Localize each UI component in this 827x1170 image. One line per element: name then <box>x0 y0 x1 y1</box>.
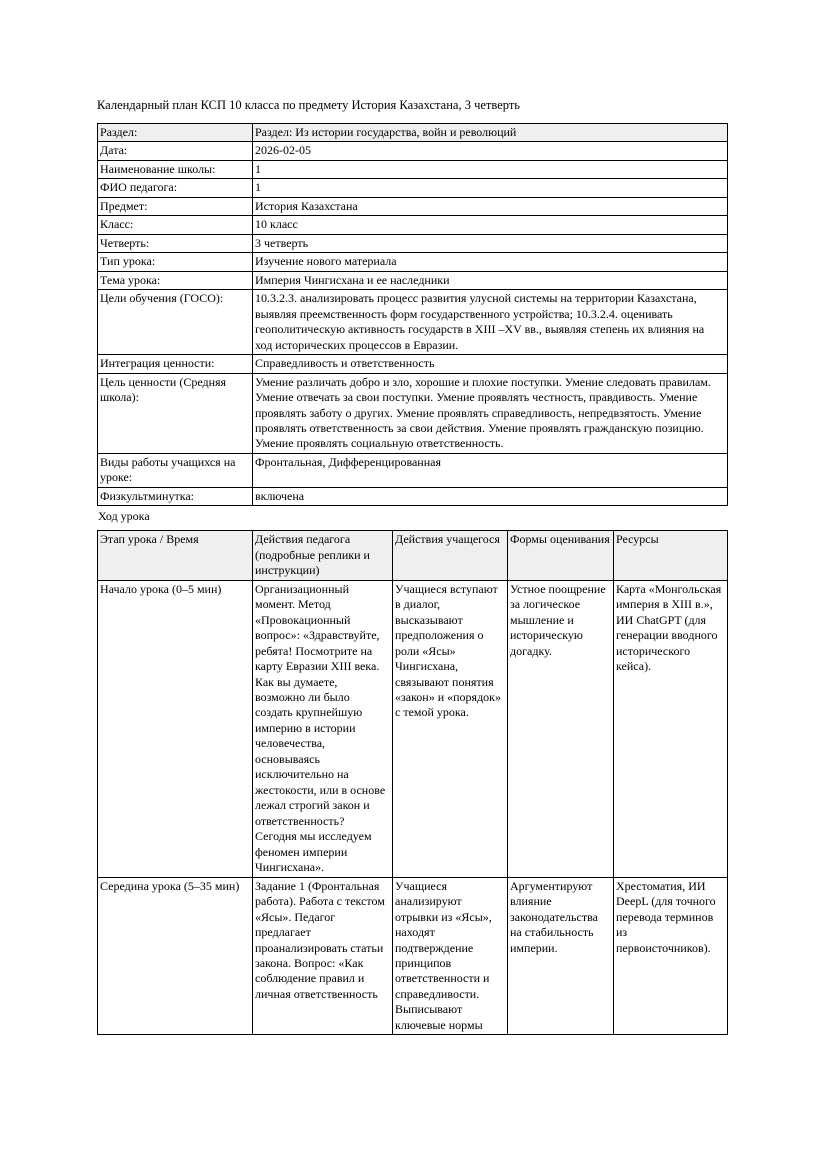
column-header-stage: Этап урока / Время <box>98 531 253 580</box>
lesson-row-middle <box>98 877 728 1035</box>
info-label: Четверть: <box>98 234 253 252</box>
lesson-flow-table <box>97 530 728 1035</box>
info-row-razdel <box>98 124 728 142</box>
info-value: 10 класс <box>253 216 728 234</box>
info-value: Умение различать добро и зло, хорошие и плохие поступки. Умение следовать правилам. Умение отвечать за свои поступки. Умение проявлять честность, правдивость. Умение проявлять заботу о других. Умение проявлять справедливость, непредвзятость. Умение проявлять ответственность за свои действия. Умение проявлять гражданскую позицию. Умение проявлять социальную ответственность. <box>253 373 728 453</box>
info-row-teacher-name <box>98 179 728 197</box>
info-value: Справедливость и ответственность <box>253 355 728 373</box>
info-value: Раздел: Из истории государства, войн и революций <box>253 124 728 142</box>
info-label: Наименование школы: <box>98 160 253 178</box>
info-value: Изучение нового материала <box>253 253 728 271</box>
info-label: Тема урока: <box>98 271 253 289</box>
cell-resources: Карта «Монгольская империя в XIII в.», ИИ ChatGPT (для генерации вводного исторического кейса). <box>614 580 728 877</box>
info-value: 1 <box>253 160 728 178</box>
info-value: включена <box>253 487 728 505</box>
cell-resources: Хрестоматия, ИИ DeepL (для точного перевода терминов из первоисточников). <box>614 877 728 1035</box>
info-row-values-goal <box>98 373 728 453</box>
cell-assessment: Аргументируют влияние законодательства на стабильность империи. <box>508 877 614 1035</box>
info-row-class <box>98 216 728 234</box>
cell-assessment: Устное поощрение за логическое мышление и историческую догадку. <box>508 580 614 877</box>
info-row-goals <box>98 290 728 355</box>
info-value: История Казахстана <box>253 197 728 215</box>
cell-stage: Середина урока (5–35 мин) <box>98 877 253 1035</box>
info-label: Виды работы учащихся на уроке: <box>98 453 253 487</box>
info-value: 10.3.2.3. анализировать процесс развития улусной системы на территории Казахстана, выявляя преемственность форм государственного устройства; 10.3.2.4. оценивать геополитическую активность государств в XIII –XV вв., выявляя степень их влияния на ход исторических процессов в Евразии. <box>253 290 728 355</box>
page-title: Календарный план КСП 10 класса по предмету История Казахстана, 3 четверть <box>97 98 520 112</box>
info-label: ФИО педагога: <box>98 179 253 197</box>
info-label: Предмет: <box>98 197 253 215</box>
info-value: Империя Чингисхана и ее наследники <box>253 271 728 289</box>
info-label: Класс: <box>98 216 253 234</box>
lesson-row-start <box>98 580 728 877</box>
info-label: Физкультминутка: <box>98 487 253 505</box>
lesson-info-table <box>97 123 728 506</box>
document-content <box>97 97 727 1035</box>
info-value: 3 четверть <box>253 234 728 252</box>
cell-teacher-actions: Организационный момент. Метод «Провокационный вопрос»: «Здравствуйте, ребята! Посмотрите на карту Евразии XIII века. Как вы думаете, возможно ли было создать крупнейшую империю в истории человечества, основываясь исключительно на жестокости, или в основе лежал строгий закон и ответственность? Сегодня мы исследуем феномен империи Чингисхана». <box>253 580 393 877</box>
info-row-school <box>98 160 728 178</box>
column-header-teacher-actions: Действия педагога (подробные реплики и инструкции) <box>253 531 393 580</box>
info-value: 1 <box>253 179 728 197</box>
lesson-flow-label: Ход урока <box>98 509 150 524</box>
info-row-lesson-topic <box>98 271 728 289</box>
info-row-work-types <box>98 453 728 487</box>
column-header-resources: Ресурсы <box>614 531 728 580</box>
info-value: Фронтальная, Дифференцированная <box>253 453 728 487</box>
info-label: Раздел: <box>98 124 253 142</box>
info-row-quarter <box>98 234 728 252</box>
info-row-date <box>98 142 728 160</box>
lesson-table-header-row <box>98 531 728 580</box>
info-label: Цель ценности (Средняя школа): <box>98 373 253 453</box>
info-row-lesson-type <box>98 253 728 271</box>
column-header-assessment: Формы оценивания <box>508 531 614 580</box>
cell-student-actions: Учащиеся анализируют отрывки из «Ясы», находят подтверждение принципов ответственности и справедливости. Выписывают ключевые нормы <box>393 877 508 1035</box>
column-header-student-actions: Действия учащегося <box>393 531 508 580</box>
info-value: 2026-02-05 <box>253 142 728 160</box>
info-row-phys-minute <box>98 487 728 505</box>
info-row-values-integration <box>98 355 728 373</box>
info-label: Тип урока: <box>98 253 253 271</box>
cell-stage: Начало урока (0–5 мин) <box>98 580 253 877</box>
cell-teacher-actions: Задание 1 (Фронтальная работа). Работа с текстом «Ясы». Педагог предлагает проанализировать статьи закона. Вопрос: «Как соблюдение правил и личная ответственность <box>253 877 393 1035</box>
info-label: Интеграция ценности: <box>98 355 253 373</box>
info-label: Цели обучения (ГОСО): <box>98 290 253 355</box>
cell-student-actions: Учащиеся вступают в диалог, высказывают предположения о роли «Ясы» Чингисхана, связывают понятия «закон» и «порядок» с темой урока. <box>393 580 508 877</box>
info-row-subject <box>98 197 728 215</box>
info-label: Дата: <box>98 142 253 160</box>
